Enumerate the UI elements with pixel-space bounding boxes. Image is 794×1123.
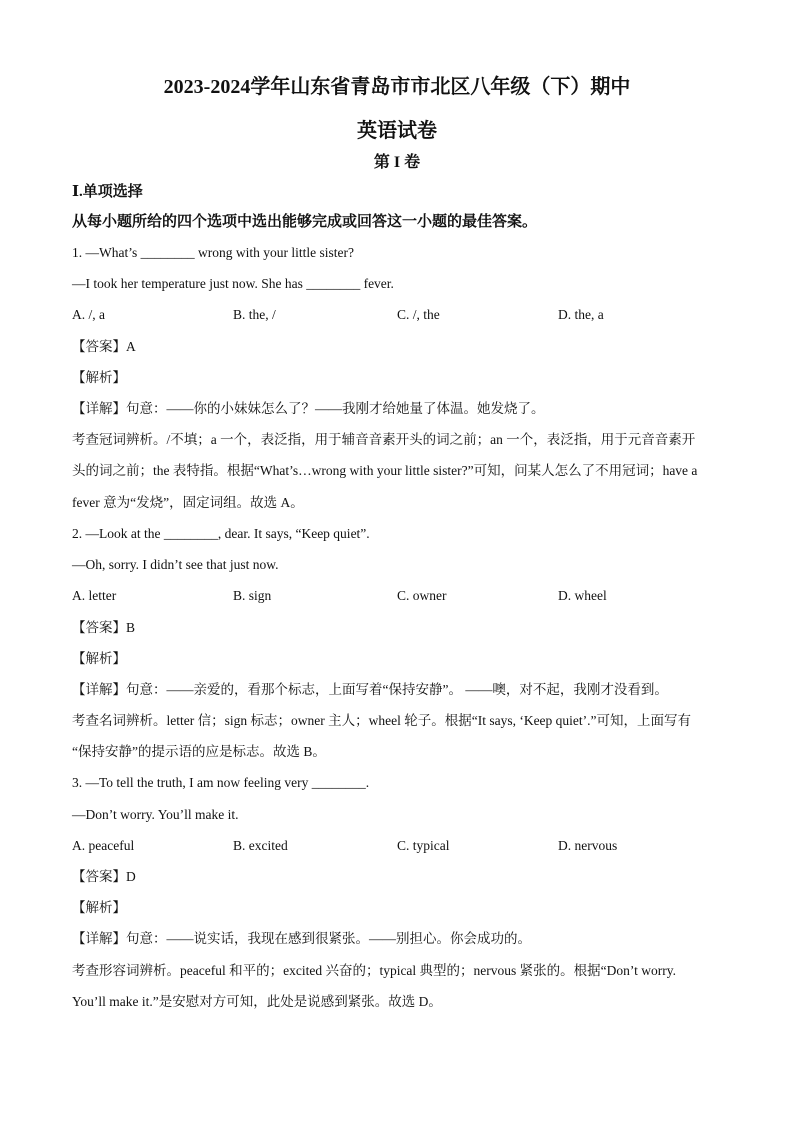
question-1-option-a: A. /, a	[72, 307, 105, 322]
question-3-option-c: C. typical	[397, 838, 450, 853]
question-2-stem: 2. —Look at the ________, dear. It says, “Keep quiet”.	[72, 526, 370, 541]
question-3-stem: 3. —To tell the truth, I am now feeling very ________.	[72, 775, 370, 790]
question-3-explanation-line: 考查形容词辨析。peaceful 和平的；excited 兴奋的；typical 典型的；nervous 紧张的。根据“Don’t worry.	[72, 963, 677, 978]
exam-title: 2023-2024学年山东省青岛市市北区八年级（下）期中	[163, 76, 631, 98]
question-3-explanation-line: You’ll make it.”是安慰对方可知，此处是说感到紧张。故选 D。	[72, 994, 442, 1009]
question-3-answer: 【答案】D	[72, 869, 136, 884]
question-3-option-b: B. excited	[233, 838, 288, 853]
question-1-explanation-line: fever 意为“发烧”，固定词组。故选 A。	[72, 495, 304, 510]
question-3-option-a: A. peaceful	[72, 838, 135, 853]
question-2-option-b: B. sign	[233, 588, 272, 603]
question-2-explanation-line: 考查名词辨析。letter 信；sign 标志；owner 主人；wheel 轮子。根据“It says, ‘Keep quiet’.”可知，上面写有	[72, 713, 692, 728]
question-1-option-b: B. the, /	[233, 307, 276, 322]
volume-label: 第 I 卷	[373, 154, 421, 171]
question-1-answer: 【答案】A	[72, 339, 136, 354]
question-1-analysis-label: 【解析】	[72, 370, 126, 385]
section-heading: Ⅰ.单项选择	[72, 184, 143, 200]
question-1-option-d: D. the, a	[558, 307, 604, 322]
question-1-stem: 1. —What’s ________ wrong with your little sister?	[72, 245, 354, 260]
question-1-detail: 【详解】句意：——你的小妹妹怎么了？——我刚才给她量了体温。她发烧了。	[72, 401, 545, 416]
question-3-option-d: D. nervous	[558, 838, 618, 853]
exam-subtitle: 英语试卷	[357, 120, 437, 142]
question-2-answer: 【答案】B	[72, 620, 136, 635]
section-instruction: 从每小题所给的四个选项中选出能够完成或回答这一小题的最佳答案。	[72, 214, 538, 230]
question-3-detail: 【详解】句意：——说实话，我现在感到很紧张。——别担心。你会成功的。	[72, 931, 531, 946]
question-1-stem-reply: —I took her temperature just now. She has ________ fever.	[72, 276, 394, 291]
question-2-option-c: C. owner	[397, 588, 447, 603]
question-3-stem-reply: —Don’t worry. You’ll make it.	[72, 807, 239, 822]
question-1-explanation-line: 考查冠词辨析。/不填；a 一个，表泛指，用于辅音音素开头的词之前；an 一个，表泛指，用于元音音素开	[72, 432, 696, 447]
question-3-analysis-label: 【解析】	[72, 900, 126, 915]
question-2-analysis-label: 【解析】	[72, 651, 126, 666]
question-1-explanation-line: 头的词之前；the 表特指。根据“What’s…wrong with your little sister?”可知，问某人怎么了不用冠词；have a	[72, 463, 698, 478]
question-1-option-c: C. /, the	[397, 307, 440, 322]
question-2-option-a: A. letter	[72, 588, 117, 603]
question-2-stem-reply: —Oh, sorry. I didn’t see that just now.	[72, 557, 279, 572]
question-2-detail: 【详解】句意：——亲爱的，看那个标志，上面写着“保持安静”。 ——噢，对不起，我刚才没看到。	[72, 682, 668, 697]
question-2-option-d: D. wheel	[558, 588, 607, 603]
question-2-explanation-line: “保持安静”的提示语的应是标志。故选 B。	[72, 744, 326, 759]
